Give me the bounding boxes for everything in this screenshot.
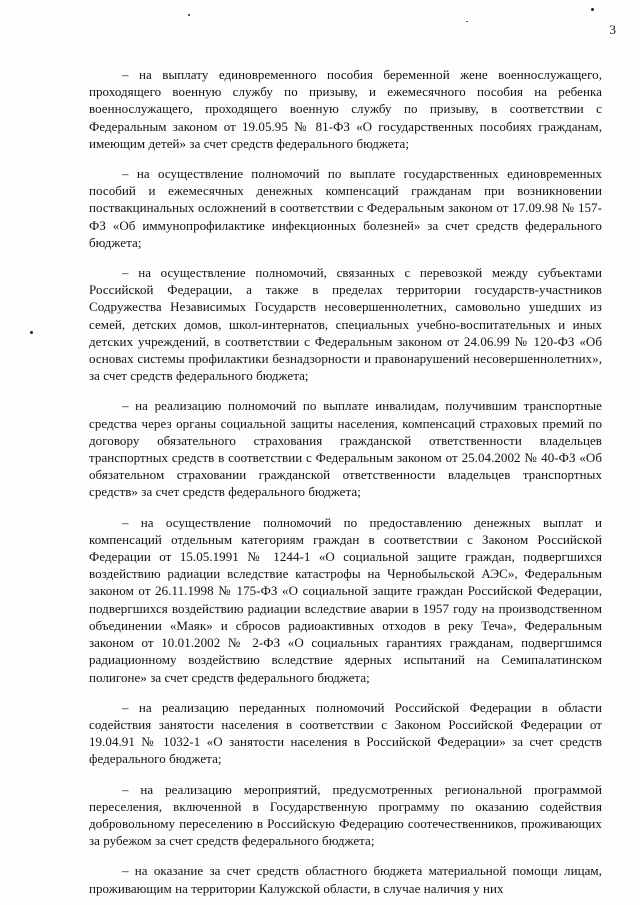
paragraph-employment-assistance: – на реализацию переданных полномочий Российской Федерации в области содействия занятости населения в соответствии с Законом Российской Федерации от 19.04.91 № 1032-1 «О занятости населения в Российской Федерации» за счет средств федерального бюджета; bbox=[89, 699, 602, 767]
paragraph-vaccination-compensation: – на осуществление полномочий по выплате государственных единовременных пособий и ежемесячных денежных компенсаций гражданам при возникновении поствакцинальных осложнений в соответствии с Федеральным законом от 17.09.98 № 157-ФЗ «Об иммунопрофилактике инфекционных болезней» за счет средств федерального бюджета; bbox=[89, 166, 602, 250]
scan-speck bbox=[30, 331, 33, 334]
paragraph-radiation-compensation: – на осуществление полномочий по предоставлению денежных выплат и компенсаций отдельным категориям граждан в соответствии с Законом Российской Федерации от 15.05.1991 № 1244-1 «О социальной защите граждан, подвергшихся воздействию радиации вследствие катастрофы на Чернобыльской АЭС», Федеральным законом от 26.11.1998 № 175-ФЗ «О социальной защите граждан Российской Федерации, подвергшихся воздействию радиации вследствие аварии в 1957 году на производственном объединении «Маяк» и сбросов радиоактивных отходов в реку Теча», Федеральным законом от 10.01.2002 № 2-ФЗ «О социальных гарантиях гражданам, подвергшимся радиационному воздействию вследствие ядерных испытаний на Семипалатинском полигоне» за счет средств федерального бюджета; bbox=[89, 514, 602, 685]
scan-speck bbox=[466, 21, 468, 22]
page-number: 3 bbox=[609, 22, 616, 37]
document-body bbox=[89, 66, 602, 897]
paragraph-disabled-insurance: – на реализацию полномочий по выплате инвалидам, получившим транспортные средства через органы социальной защиты населения, компенсаций страховых премий по договору обязательного страхования гражданской ответственности владельцев транспортных средств в соответствии с Федеральным законом от 25.04.2002 № 40-ФЗ «Об обязательном страховании гражданской ответственности владельцев транспортных средств» за счет средств федерального бюджета; bbox=[89, 398, 602, 500]
scan-speck bbox=[188, 14, 190, 16]
paragraph-material-assistance: – на оказание за счет средств областного бюджета материальной помощи лицам, проживающим на территории Калужской области, в случае наличия у них bbox=[89, 863, 602, 896]
paragraph-minors-transport: – на осуществление полномочий, связанных с перевозкой между субъектами Российской Федерации, а также в пределах территории государств-участников Содружества Независимых Государств несовершеннолетних, самовольно ушедших из семей, детских домов, школ-интернатов, специальных учебно-воспитательных и иных детских учреждений, в соответствии с Федеральным законом от 24.06.99 № 120-ФЗ «Об основах системы профилактики безнадзорности и правонарушений несовершеннолетних», за счет средств федерального бюджета; bbox=[89, 265, 602, 384]
paragraph-pregnancy-benefit: – на выплату единовременного пособия беременной жене военнослужащего, проходящего военную службу по призыву, и ежемесячного пособия на ребенка военнослужащего, проходящего военную службу по призыву, в соответствии с Федеральным законом от 19.05.95 № 81-ФЗ «О государственных пособиях гражданам, имеющим детей» за счет средств федерального бюджета; bbox=[89, 67, 602, 151]
paragraph-resettlement-program: – на реализацию мероприятий, предусмотренных региональной программой переселения, включенной в Государственную программу по оказанию содействия добровольному переселению в Российскую Федерацию соотечественников, проживающих за рубежом за счет средств федерального бюджета; bbox=[89, 781, 602, 849]
scan-speck bbox=[591, 8, 594, 11]
